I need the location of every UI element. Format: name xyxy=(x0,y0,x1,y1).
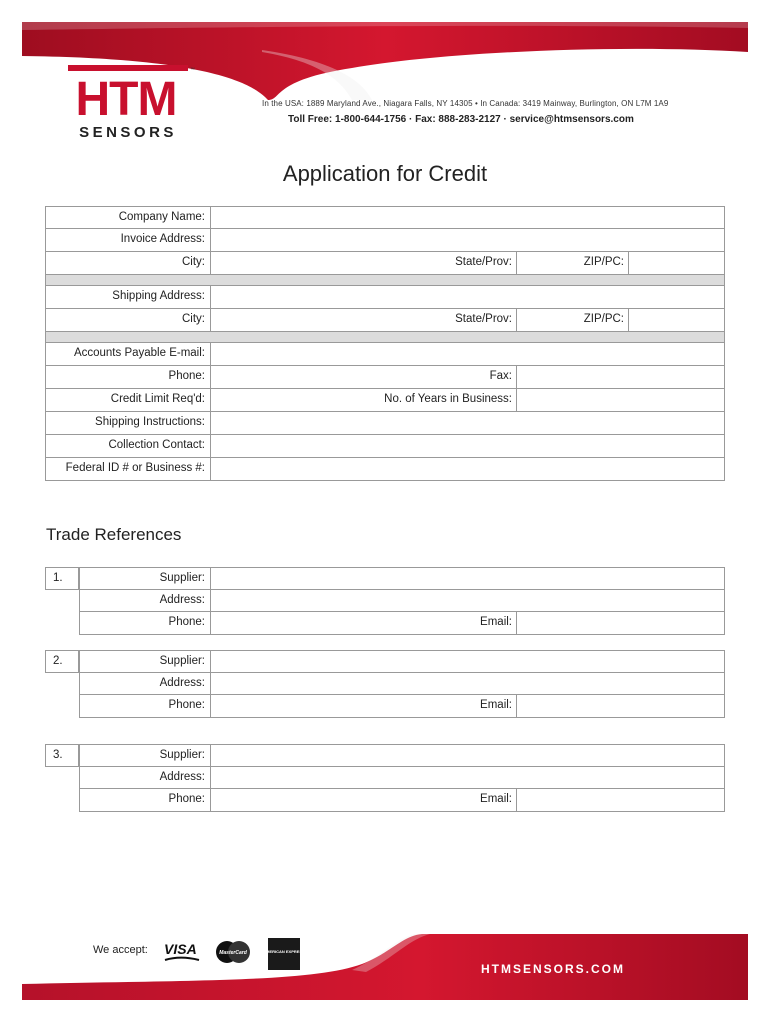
invoice-address-label: Invoice Address: xyxy=(120,233,205,245)
federal-id-row xyxy=(45,458,725,481)
svg-text:™: ™ xyxy=(190,67,195,73)
supplier-row xyxy=(80,745,724,767)
supplier-field[interactable] xyxy=(210,651,724,672)
email-label: Email: xyxy=(480,793,512,805)
phone-field[interactable] xyxy=(210,366,441,388)
svg-text:HTM: HTM xyxy=(75,73,177,126)
address-label: Address: xyxy=(159,677,205,689)
state-prov-label: State/Prov: xyxy=(455,313,512,325)
email-field[interactable] xyxy=(516,789,724,811)
address-row xyxy=(80,590,724,612)
shipping-state-field[interactable] xyxy=(516,309,573,331)
supplier-label: Supplier: xyxy=(159,655,205,667)
invoice-address-row xyxy=(45,229,725,252)
phone-label: Phone: xyxy=(168,793,205,805)
shipping-instructions-row xyxy=(45,412,725,435)
supplier-field[interactable] xyxy=(210,568,724,589)
address-line: In the USA: 1889 Maryland Ave., Niagara Falls, NY 14305 • In Canada: 3419 Mainway, Burlington, ON L7M 1A9 xyxy=(262,99,669,108)
address-row xyxy=(80,673,724,695)
shipping-city-field[interactable] xyxy=(210,309,441,331)
phone-label: Phone: xyxy=(168,370,205,382)
email-field[interactable] xyxy=(516,695,724,717)
company-name-row xyxy=(45,206,725,229)
page-title: Application for Credit xyxy=(282,161,488,186)
ap-email-label: Accounts Payable E-mail: xyxy=(73,347,205,359)
reference-number: 3. xyxy=(45,744,79,767)
visa-icon xyxy=(163,938,201,971)
invoice-zip-field[interactable] xyxy=(628,252,724,274)
city-label: City: xyxy=(182,256,205,268)
reference-table xyxy=(79,650,725,718)
reference-number: 1. xyxy=(45,567,79,590)
shipping-city-row xyxy=(45,309,725,332)
section-divider xyxy=(45,275,725,286)
zip-pc-label: ZIP/PC: xyxy=(583,256,624,268)
supplier-label: Supplier: xyxy=(159,749,205,761)
email-label: Email: xyxy=(480,616,512,628)
supplier-row xyxy=(80,568,724,590)
company-name-label: Company Name: xyxy=(118,211,205,223)
shipping-zip-field[interactable] xyxy=(628,309,724,331)
shipping-address-label: Shipping Address: xyxy=(112,290,205,302)
invoice-city-row xyxy=(45,252,725,275)
federal-id-field[interactable] xyxy=(210,458,724,480)
phone-email-row xyxy=(80,789,724,811)
reference-table xyxy=(79,567,725,635)
credit-limit-label: Credit Limit Req'd: xyxy=(110,393,205,405)
fax-label: Fax: xyxy=(489,370,512,382)
collection-contact-field[interactable] xyxy=(210,435,724,457)
credit-limit-field[interactable] xyxy=(210,389,341,411)
shipping-address-field[interactable] xyxy=(210,286,724,308)
company-name-field[interactable] xyxy=(210,207,724,228)
phone-field[interactable] xyxy=(210,789,441,811)
contact-line: Toll Free: 1-800-644-1756 · Fax: 888-283-2127 · service@htmsensors.com xyxy=(288,114,634,125)
phone-field[interactable] xyxy=(210,612,441,634)
phone-email-row xyxy=(80,695,724,717)
years-in-business-field[interactable] xyxy=(516,389,724,411)
reference-table xyxy=(79,744,725,812)
shipping-instructions-label: Shipping Instructions: xyxy=(95,416,205,428)
email-field[interactable] xyxy=(516,612,724,634)
phone-fax-row xyxy=(45,366,725,389)
svg-text:VISA: VISA xyxy=(164,941,197,957)
supplier-label: Supplier: xyxy=(159,572,205,584)
address-row xyxy=(80,767,724,789)
fax-field[interactable] xyxy=(516,366,724,388)
website-label[interactable]: HTMSENSORS.COM xyxy=(481,962,626,976)
address-field[interactable] xyxy=(210,673,724,694)
ap-email-field[interactable] xyxy=(210,343,724,365)
invoice-city-field[interactable] xyxy=(210,252,441,274)
svg-text:MasterCard: MasterCard xyxy=(219,950,247,956)
svg-text:AMERICAN EXPRESS: AMERICAN EXPRESS xyxy=(263,949,305,954)
state-prov-label: State/Prov: xyxy=(455,256,512,268)
section-divider xyxy=(45,332,725,343)
address-label: Address: xyxy=(159,771,205,783)
invoice-state-field[interactable] xyxy=(516,252,573,274)
address-label: Address: xyxy=(159,594,205,606)
trade-references-title: Trade References xyxy=(46,525,182,544)
we-accept-label: We accept: xyxy=(93,944,148,956)
amex-icon xyxy=(263,938,305,975)
ap-email-row xyxy=(45,343,725,366)
reference-number: 2. xyxy=(45,650,79,673)
phone-label: Phone: xyxy=(168,616,205,628)
address-field[interactable] xyxy=(210,767,724,788)
city-label: City: xyxy=(182,313,205,325)
phone-label: Phone: xyxy=(168,699,205,711)
supplier-field[interactable] xyxy=(210,745,724,766)
shipping-address-row xyxy=(45,286,725,309)
svg-text:SENSORS: SENSORS xyxy=(79,124,177,141)
htm-sensors-logo xyxy=(66,62,196,142)
collection-contact-label: Collection Contact: xyxy=(108,439,205,451)
phone-email-row xyxy=(80,612,724,634)
address-field[interactable] xyxy=(210,590,724,611)
collection-contact-row xyxy=(45,435,725,458)
credit-limit-row xyxy=(45,389,725,412)
years-in-business-label: No. of Years in Business: xyxy=(384,393,512,405)
invoice-address-field[interactable] xyxy=(210,229,724,251)
email-label: Email: xyxy=(480,699,512,711)
credit-form xyxy=(45,206,725,481)
shipping-instructions-field[interactable] xyxy=(210,412,724,434)
phone-field[interactable] xyxy=(210,695,441,717)
federal-id-label: Federal ID # or Business #: xyxy=(65,462,205,474)
supplier-row xyxy=(80,651,724,673)
zip-pc-label: ZIP/PC: xyxy=(583,313,624,325)
mastercard-icon xyxy=(214,938,252,971)
